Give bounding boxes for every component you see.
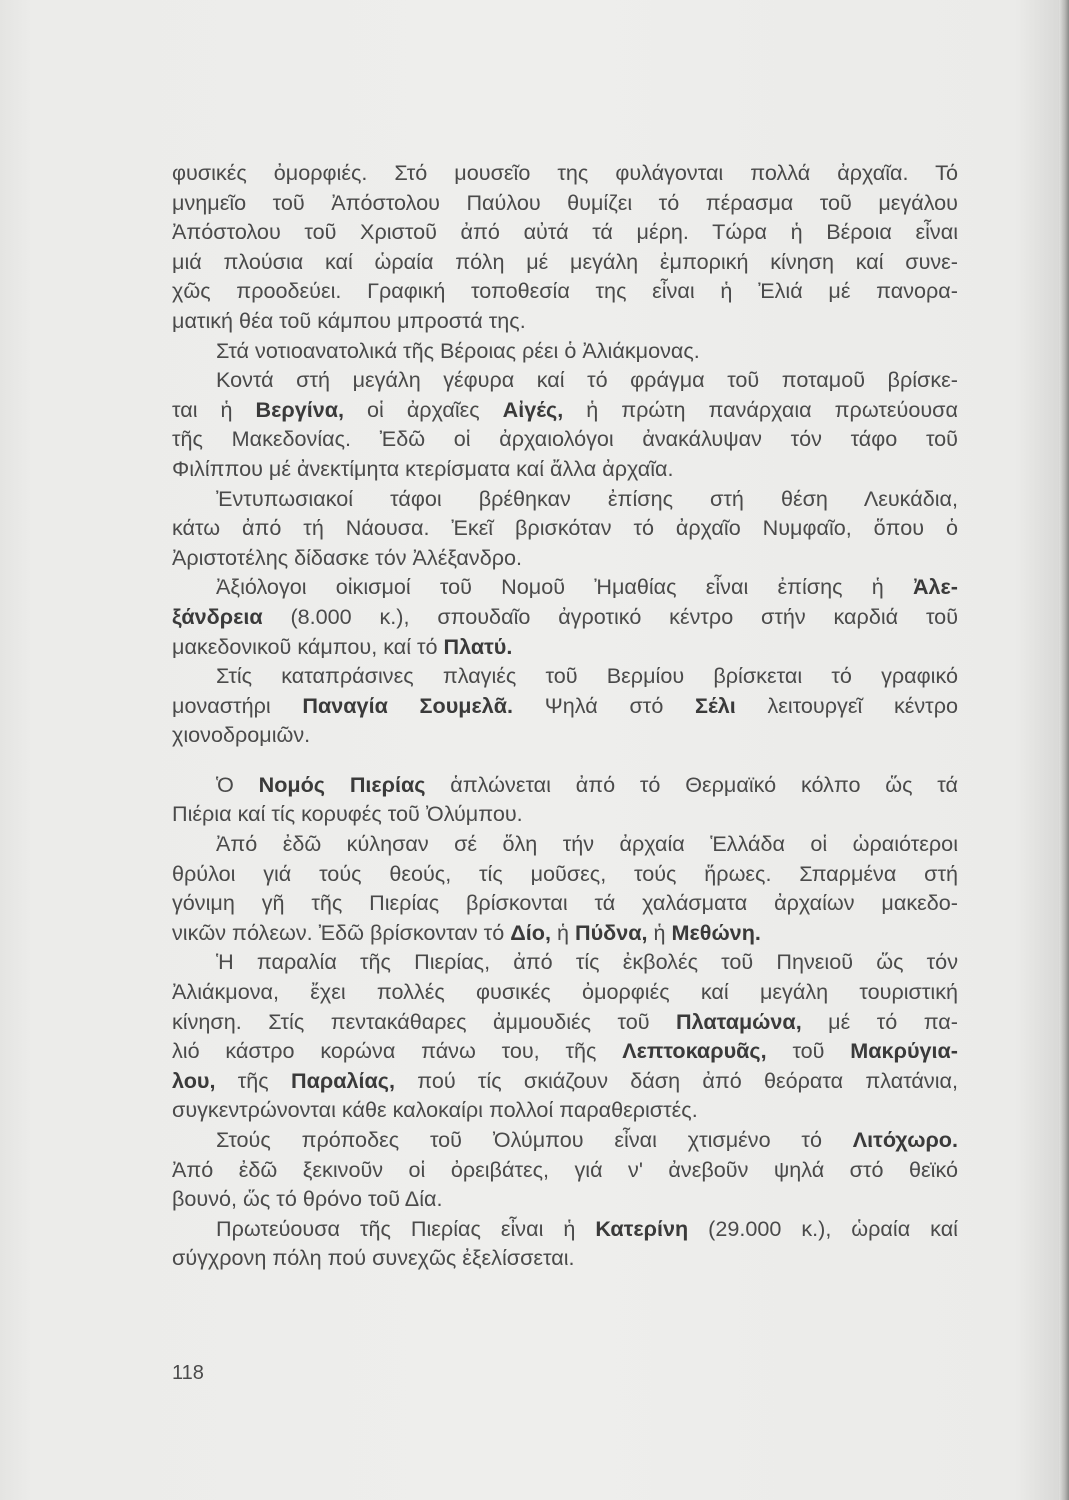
bold-place-name: Μακρύγια- <box>850 1038 958 1064</box>
text-line <box>172 1095 958 1125</box>
text-run: μοναστήρι <box>172 692 303 718</box>
text-run: χῶς προοδεύει. Γραφική τοποθεσία της εἶναι ἡ Ἐλιά μέ πανορα- <box>172 278 958 304</box>
text-run: κάτω ἀπό τή Νάουσα. Ἐκεῖ βρισκόταν τό ἀρχαῖο Νυμφαῖο, ὅπου ὁ <box>172 515 958 541</box>
bold-place-name: Σέλι <box>695 692 736 718</box>
text-run: Ἐντυπωσιακοί τάφοι βρέθηκαν ἐπίσης στή θέση Λευκάδια, <box>216 485 958 511</box>
text-line <box>172 454 958 484</box>
text-line <box>172 1007 958 1037</box>
text-run: φυσικές ὀμορφιές. Στό μουσεῖο της φυλάγονται πολλά ἀρχαῖα. Τό <box>172 160 958 185</box>
bold-place-name: Βεργίνα, <box>255 396 345 422</box>
text-run: Ἀπό ἐδῶ ξεκινοῦν οἱ ὀρειβάτες, γιά ν' ἀνεβοῦν ψηλά στό θεϊκό <box>172 1156 958 1182</box>
text-run: ματική θέα τοῦ κάμπου μπροστά της. <box>172 307 526 333</box>
text-run: Ὁ <box>216 771 259 797</box>
text-line <box>172 158 958 188</box>
text-line <box>172 217 958 247</box>
text-line <box>172 306 958 336</box>
text-run: χιονοδρομιῶν. <box>172 722 311 748</box>
bold-place-name: Παραλίας, <box>290 1067 395 1093</box>
body-text <box>172 158 958 1273</box>
paragraph <box>172 661 958 750</box>
text-line <box>172 1155 958 1185</box>
text-run: Ἀξιόλογοι οἰκισμοί τοῦ Νομοῦ Ἠμαθίας εἶναι ἐπίσης ἡ <box>216 574 913 600</box>
bold-place-name: λου, <box>172 1067 216 1093</box>
text-run: πού τίς σκιάζουν δάση ἀπό θεόρατα πλατάνια, <box>394 1067 958 1093</box>
text-run: Ἀλιάκμονα, ἔχει πολλές φυσικές ὀμορφιές καί μεγάλη τουριστική <box>172 979 958 1005</box>
text-line <box>172 632 958 662</box>
text-run: θρύλοι γιά τούς θεούς, τίς μοῦσες, τούς ἥρωες. Σπαρμένα στή <box>172 860 958 886</box>
text-run: Ἡ παραλία τῆς Πιερίας, ἀπό τίς ἐκβολές τοῦ Πηνειοῦ ὥς τόν <box>216 949 958 975</box>
text-run: (29.000 κ.), ὡραία καί <box>688 1215 958 1241</box>
text-line <box>172 365 958 395</box>
text-line <box>172 770 958 800</box>
text-line <box>172 720 958 750</box>
paragraph <box>172 365 958 483</box>
text-run: σύγχρονη πόλη πού συνεχῶς ἐξελίσσεται. <box>172 1245 575 1271</box>
text-run: τῆς <box>215 1067 291 1093</box>
text-run: κίνηση. Στίς πεντακάθαρες ἀμμουδιές τοῦ <box>172 1008 677 1034</box>
bold-place-name: Λιτόχωρο. <box>852 1127 958 1152</box>
text-line <box>172 918 958 948</box>
text-line <box>172 602 958 632</box>
text-line <box>172 1184 958 1214</box>
text-run: (8.000 κ.), σπουδαῖο ἀγροτικό κέντρο στήν καρδιά τοῦ <box>262 603 958 629</box>
bold-place-name: Αἰγές, <box>502 396 564 422</box>
bold-place-name: Πλαταμώνα, <box>676 1008 802 1034</box>
text-line <box>172 1066 958 1096</box>
text-line <box>172 336 958 366</box>
text-run: ἁπλώνεται ἀπό τό Θερμαϊκό κόλπο ὥς τά <box>425 771 958 797</box>
bold-place-name: Παναγία Σουμελᾶ. <box>302 692 514 718</box>
paragraph <box>172 829 958 947</box>
paragraph <box>172 770 958 829</box>
text-run: μιά πλούσια καί ὡραία πόλη μέ μεγάλη ἐμπορική κίνηση καί συνε- <box>172 248 958 274</box>
bold-place-name: Πλατύ. <box>443 633 513 659</box>
text-run: τοῦ <box>766 1038 851 1064</box>
text-run: Κοντά στή μεγάλη γέφυρα καί τό φράγμα τοῦ ποταμοῦ βρίσκε- <box>216 367 958 393</box>
text-line <box>172 424 958 454</box>
text-run: μνημεῖο τοῦ Ἀπόστολου Παύλου θυμίζει τό πέρασμα τοῦ μεγάλου <box>172 189 958 215</box>
bold-place-name: Μεθώνη. <box>671 919 761 945</box>
text-run: λειτουργεῖ κέντρο <box>735 692 959 718</box>
text-run: μακεδονικοῦ κάμπου, καί τό <box>172 633 444 659</box>
text-run: μέ τό πα- <box>801 1008 958 1034</box>
text-line <box>172 691 958 721</box>
text-run: Στά νοτιοανατολικά τῆς Βέροιας ρέει ὁ Ἀλιάκμονας. <box>216 337 700 363</box>
text-run: τῆς Μακεδονίας. Ἐδῶ οἱ ἀρχαιολόγοι ἀνακάλυψαν τόν τάφο τοῦ <box>172 426 958 452</box>
text-run: Ψηλά στό <box>513 692 696 718</box>
text-line <box>172 247 958 277</box>
text-run: λιό κάστρο κορώνα πάνω του, τῆς <box>172 1038 623 1064</box>
paragraph <box>172 158 958 336</box>
text-run: Πιέρια καί τίς κορυφές τοῦ Ὀλύμπου. <box>172 801 523 827</box>
text-line <box>172 1214 958 1244</box>
text-line <box>172 1243 958 1273</box>
bold-place-name: Δίο, <box>510 919 551 945</box>
paragraph <box>172 947 958 1125</box>
text-line <box>172 276 958 306</box>
text-line <box>172 572 958 602</box>
bold-place-name: Ἀλε- <box>912 574 958 600</box>
text-run: Ἀπό ἐδῶ κύλησαν σέ ὅλη τήν ἀρχαία Ἑλλάδα οἱ ὡραιότεροι <box>216 831 958 857</box>
page-binding-edge <box>1059 0 1069 1500</box>
page-number: 118 <box>172 1362 204 1384</box>
text-line <box>172 1036 958 1066</box>
text-line <box>172 888 958 918</box>
text-run: Στούς πρόποδες τοῦ Ὀλύμπου εἶναι χτισμένο τό <box>216 1127 853 1152</box>
text-run: γόνιμη γῆ τῆς Πιερίας βρίσκονται τά χαλάσματα ἀρχαίων μακεδο- <box>172 890 958 916</box>
text-run: συγκεντρώνονται κάθε καλοκαίρι πολλοί παραθεριστές. <box>172 1097 698 1123</box>
text-run: ἡ <box>550 919 575 945</box>
bold-place-name: Πύδνα, <box>574 919 648 945</box>
text-run: βουνό, ὥς τό θρόνο τοῦ Δία. <box>172 1186 443 1212</box>
text-line <box>172 661 958 691</box>
text-run: οἱ ἀρχαῖες <box>344 396 503 422</box>
paragraph <box>172 572 958 661</box>
text-line <box>172 799 958 829</box>
text-line <box>172 484 958 514</box>
text-run: Πρωτεύουσα τῆς Πιερίας εἶναι ἡ <box>216 1215 596 1241</box>
paragraph <box>172 336 958 366</box>
text-line <box>172 1125 958 1155</box>
text-line <box>172 859 958 889</box>
text-line <box>172 543 958 573</box>
paragraph <box>172 484 958 573</box>
bold-place-name: Κατερίνη <box>595 1215 689 1241</box>
text-line <box>172 829 958 859</box>
text-run: ἡ πρώτη πανάρχαια πρωτεύουσα <box>563 396 958 422</box>
text-line <box>172 947 958 977</box>
text-run: Στίς καταπράσινες πλαγιές τοῦ Βερμίου βρίσκεται τό γραφικό <box>216 663 958 689</box>
text-run: ται ἡ <box>172 396 256 422</box>
text-line <box>172 188 958 218</box>
text-line <box>172 977 958 1007</box>
text-line <box>172 513 958 543</box>
text-run: Ἀριστοτέλης δίδασκε τόν Ἀλέξανδρο. <box>172 544 523 570</box>
bold-place-name: Νομός Πιερίας <box>258 771 426 797</box>
bold-place-name: ξάνδρεια <box>172 603 263 629</box>
text-run: Φιλίππου μέ ἀνεκτίμητα κτερίσματα καί ἄλλα ἀρχαῖα. <box>172 455 674 481</box>
text-run: ἡ <box>647 919 672 945</box>
bold-place-name: Λεπτοκαρυᾶς, <box>622 1038 767 1064</box>
text-run: νικῶν πόλεων. Ἐδῶ βρίσκονταν τό <box>172 919 511 945</box>
text-line <box>172 395 958 425</box>
paragraph <box>172 1125 958 1214</box>
paragraph <box>172 1214 958 1273</box>
text-run: Ἀπόστολου τοῦ Χριστοῦ ἀπό αὐτά τά μέρη. Τώρα ἡ Βέροια εἶναι <box>172 219 958 245</box>
